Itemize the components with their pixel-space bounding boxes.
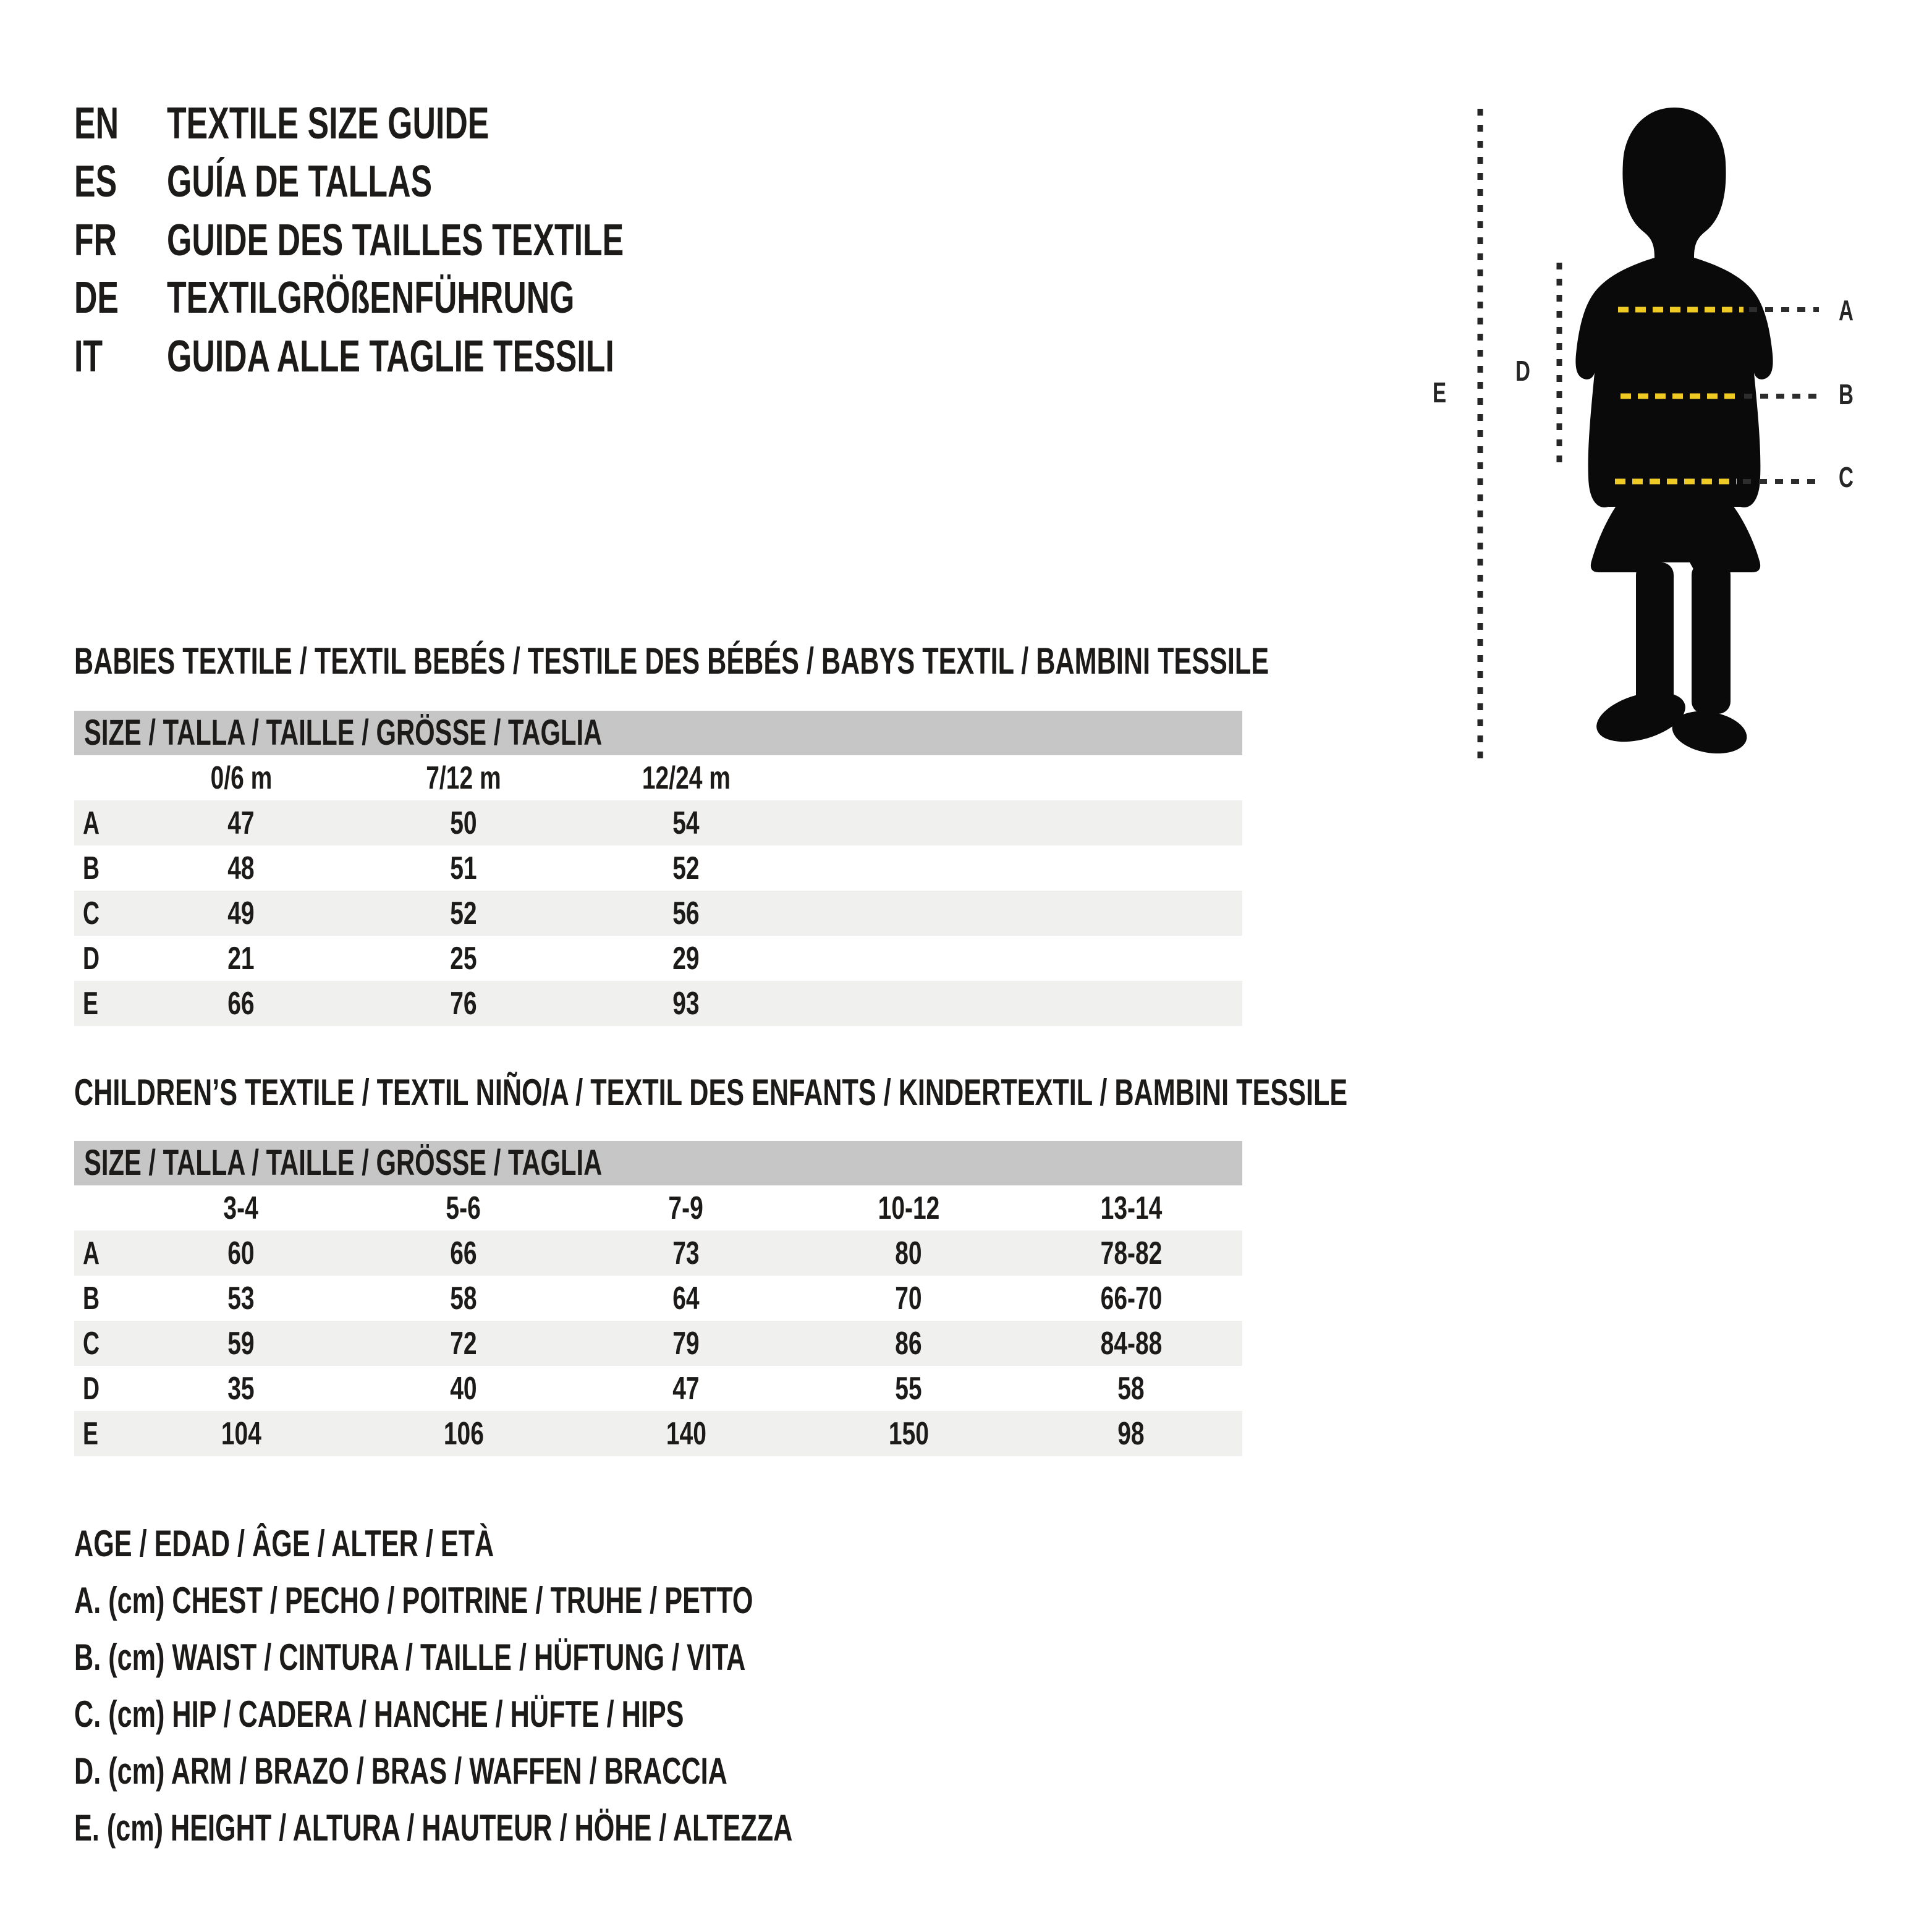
babies-section-title [74, 640, 1734, 682]
legend-line-arm [74, 1750, 981, 1792]
size-header-text: SIZE / TALLA / TAILLE / GRÖSSE / TAGLIA [84, 713, 603, 753]
row-label-text: C [83, 1325, 100, 1362]
language-code: FR [74, 216, 117, 265]
measure-label-d: D [1515, 355, 1530, 387]
cell-value [797, 1235, 1020, 1272]
row-label [74, 850, 130, 887]
measure-label-c: C [1839, 461, 1854, 493]
legend-text: A. (cm) CHEST / PECHO / POITRINE / TRUHE / PETTO [74, 1580, 753, 1621]
cell-value-text: 35 [227, 1370, 255, 1407]
cell-value [352, 940, 575, 977]
legend-text: D. (cm) ARM / BRAZO / BRAS / WAFFEN / BRACCIA [74, 1750, 727, 1792]
row-label-text: E [83, 1415, 98, 1452]
cell-value-text: 106 [443, 1415, 484, 1452]
column-header [352, 760, 575, 797]
cell-value-text: 66 [227, 985, 255, 1022]
column-header [797, 1190, 1020, 1227]
column-header-row [74, 1185, 1242, 1231]
cell-value [1020, 1370, 1242, 1407]
size-row-D [74, 936, 1242, 981]
row-label [74, 1325, 130, 1362]
cell-value-text: 104 [221, 1415, 261, 1452]
legend-text: B. (cm) WAIST / CINTURA / TAILLE / HÜFTUNG / VITA [74, 1637, 746, 1678]
row-label [74, 805, 130, 842]
row-label [74, 985, 130, 1022]
size-header-bar [74, 711, 1242, 755]
cell-value [575, 895, 797, 932]
cell-value [575, 850, 797, 887]
cell-value [797, 1415, 1020, 1452]
cell-value [1020, 1415, 1242, 1452]
cell-value [130, 1280, 352, 1317]
cell-value [575, 1415, 797, 1452]
cell-value-text: 76 [450, 985, 477, 1022]
size-row-C [74, 891, 1242, 936]
table-rows [74, 1231, 1242, 1456]
language-code: DE [74, 273, 119, 323]
row-label [74, 940, 130, 977]
cell-value [797, 1325, 1020, 1362]
size-row-E [74, 1411, 1242, 1456]
size-row-A [74, 800, 1242, 845]
size-header-text: SIZE / TALLA / TAILLE / GRÖSSE / TAGLIA [84, 1143, 603, 1183]
cell-value-text: 78-82 [1100, 1235, 1162, 1271]
guide-title: GUÍA DE TALLAS [167, 157, 433, 206]
cell-value [352, 1415, 575, 1452]
cell-value-text: 150 [888, 1415, 929, 1452]
cell-value-text: 50 [450, 805, 477, 841]
column-header-text: 5-6 [446, 1190, 481, 1226]
cell-value [575, 1280, 797, 1317]
column-header-text: 3-4 [223, 1190, 259, 1226]
cell-value [575, 805, 797, 842]
cell-value [575, 1235, 797, 1272]
babies-section-title-text: BABIES TEXTILE / TEXTIL BEBÉS / TESTILE DES BÉBÉS / BABYS TEXTIL / BAMBINI TESSILE [74, 640, 1269, 682]
cell-value-text: 66-70 [1100, 1280, 1162, 1316]
cell-value-text: 60 [227, 1235, 255, 1271]
size-row-B [74, 845, 1242, 891]
size-row-B [74, 1276, 1242, 1321]
cell-value-text: 58 [450, 1280, 477, 1316]
cell-value-text: 47 [227, 805, 255, 841]
cell-value [1020, 1325, 1242, 1362]
column-header [575, 760, 797, 797]
measure-label-e: E [1433, 376, 1447, 409]
cell-value [352, 1280, 575, 1317]
cell-value-text: 70 [895, 1280, 922, 1316]
language-code: IT [74, 332, 103, 381]
guide-title: GUIDA ALLE TAGLIE TESSILI [167, 332, 614, 381]
cell-value-text: 55 [895, 1370, 922, 1407]
legend-line-age [74, 1525, 657, 1562]
column-header-text: 13-14 [1100, 1190, 1162, 1226]
row-label-text: E [83, 985, 98, 1022]
cell-value [352, 1325, 575, 1362]
cell-value-text: 79 [672, 1325, 700, 1362]
column-header [130, 1190, 352, 1227]
cell-value-text: 40 [450, 1370, 477, 1407]
cell-value-text: 56 [672, 895, 700, 931]
cell-value [352, 850, 575, 887]
cell-value [797, 1370, 1020, 1407]
column-header [130, 760, 352, 797]
child-measurement-diagram [1440, 99, 1897, 797]
legend-line-chest [74, 1582, 1017, 1619]
cell-value [130, 1325, 352, 1362]
children-section-title-text: CHILDREN’S TEXTILE / TEXTIL NIÑO/A / TEXTIL DES ENFANTS / KINDERTEXTIL / BAMBINI TESSILE [74, 1072, 1348, 1113]
legend-text: AGE / EDAD / ÂGE / ALTER / ETÀ [74, 1523, 494, 1564]
cell-value [575, 1370, 797, 1407]
column-header [352, 1190, 575, 1227]
cell-value [1020, 1280, 1242, 1317]
cell-value-text: 86 [895, 1325, 922, 1362]
cell-value-text: 93 [672, 985, 700, 1022]
size-row-D [74, 1366, 1242, 1411]
cell-value [130, 1235, 352, 1272]
cell-value-text: 73 [672, 1235, 700, 1271]
cell-value [797, 1280, 1020, 1317]
cell-value [130, 985, 352, 1022]
guide-title: GUIDE DES TAILLES TEXTILE [167, 216, 624, 265]
column-header-text: 10-12 [878, 1190, 939, 1226]
legend-line-waist [74, 1639, 1007, 1676]
cell-value [130, 850, 352, 887]
table-rows [74, 800, 1242, 1026]
column-header-text: 12/24 m [642, 760, 731, 796]
row-label-text: D [83, 1370, 100, 1407]
row-label [74, 1280, 130, 1317]
column-header [1020, 1190, 1242, 1227]
cell-value [575, 985, 797, 1022]
row-label [74, 1370, 130, 1407]
cell-value-text: 72 [450, 1325, 477, 1362]
cell-value [575, 940, 797, 977]
cell-value-text: 98 [1117, 1415, 1145, 1452]
cell-value-text: 49 [227, 895, 255, 931]
legend-line-hip [74, 1693, 921, 1735]
cell-value [130, 1415, 352, 1452]
guide-title: TEXTILE SIZE GUIDE [167, 99, 489, 148]
cell-value-text: 52 [450, 895, 477, 931]
row-label-text: A [83, 1235, 100, 1271]
cell-value [1020, 1235, 1242, 1272]
size-row-C [74, 1321, 1242, 1366]
children-section-title [74, 1074, 1842, 1111]
column-header-row [74, 755, 1242, 800]
children-size-table [74, 1141, 1242, 1456]
cell-value [130, 940, 352, 977]
cell-value-text: 59 [227, 1325, 255, 1362]
size-row-A [74, 1231, 1242, 1276]
column-header-text: 7-9 [668, 1190, 704, 1226]
cell-value-text: 84-88 [1100, 1325, 1162, 1362]
legend-text: C. (cm) HIP / CADERA / HANCHE / HÜFTE / HIPS [74, 1693, 684, 1735]
row-label-text: D [83, 940, 100, 977]
cell-value [352, 805, 575, 842]
cell-value [352, 1370, 575, 1407]
cell-value [352, 1235, 575, 1272]
row-label-text: A [83, 805, 100, 841]
measure-label-b: B [1839, 378, 1854, 410]
cell-value-text: 47 [672, 1370, 700, 1407]
measure-label-a: A [1839, 294, 1854, 326]
column-header-text: 0/6 m [210, 760, 272, 796]
size-row-E [74, 981, 1242, 1026]
row-label-text: C [83, 895, 100, 931]
legend-text: E. (cm) HEIGHT / ALTURA / HAUTEUR / HÖHE / ALTEZZA [74, 1807, 793, 1849]
legend-line-height [74, 1807, 1072, 1849]
cell-value-text: 25 [450, 940, 477, 977]
row-label [74, 1235, 130, 1272]
cell-value [130, 895, 352, 932]
row-label [74, 895, 130, 932]
row-label-text: B [83, 1280, 100, 1316]
cell-value-text: 58 [1117, 1370, 1145, 1407]
size-header-bar [74, 1141, 1242, 1185]
cell-value-text: 53 [227, 1280, 255, 1316]
guide-title: TEXTILGRÖßENFÜHRUNG [167, 273, 575, 323]
row-label [74, 1415, 130, 1452]
cell-value-text: 54 [672, 805, 700, 841]
cell-value-text: 80 [895, 1235, 922, 1271]
babies-size-table [74, 711, 1242, 1026]
cell-value-text: 21 [227, 940, 255, 977]
cell-value-text: 48 [227, 850, 255, 886]
cell-value [352, 895, 575, 932]
language-code: ES [74, 157, 117, 206]
cell-value-text: 52 [672, 850, 700, 886]
language-code: EN [74, 99, 119, 148]
cell-value-text: 64 [672, 1280, 700, 1316]
column-header-text: 7/12 m [426, 760, 501, 796]
cell-value-text: 51 [450, 850, 477, 886]
cell-value [130, 1370, 352, 1407]
column-header [575, 1190, 797, 1227]
cell-value-text: 140 [666, 1415, 706, 1452]
row-label-text: B [83, 850, 100, 886]
cell-value [352, 985, 575, 1022]
cell-value [575, 1325, 797, 1362]
cell-value-text: 29 [672, 940, 700, 977]
cell-value [130, 805, 352, 842]
cell-value-text: 66 [450, 1235, 477, 1271]
